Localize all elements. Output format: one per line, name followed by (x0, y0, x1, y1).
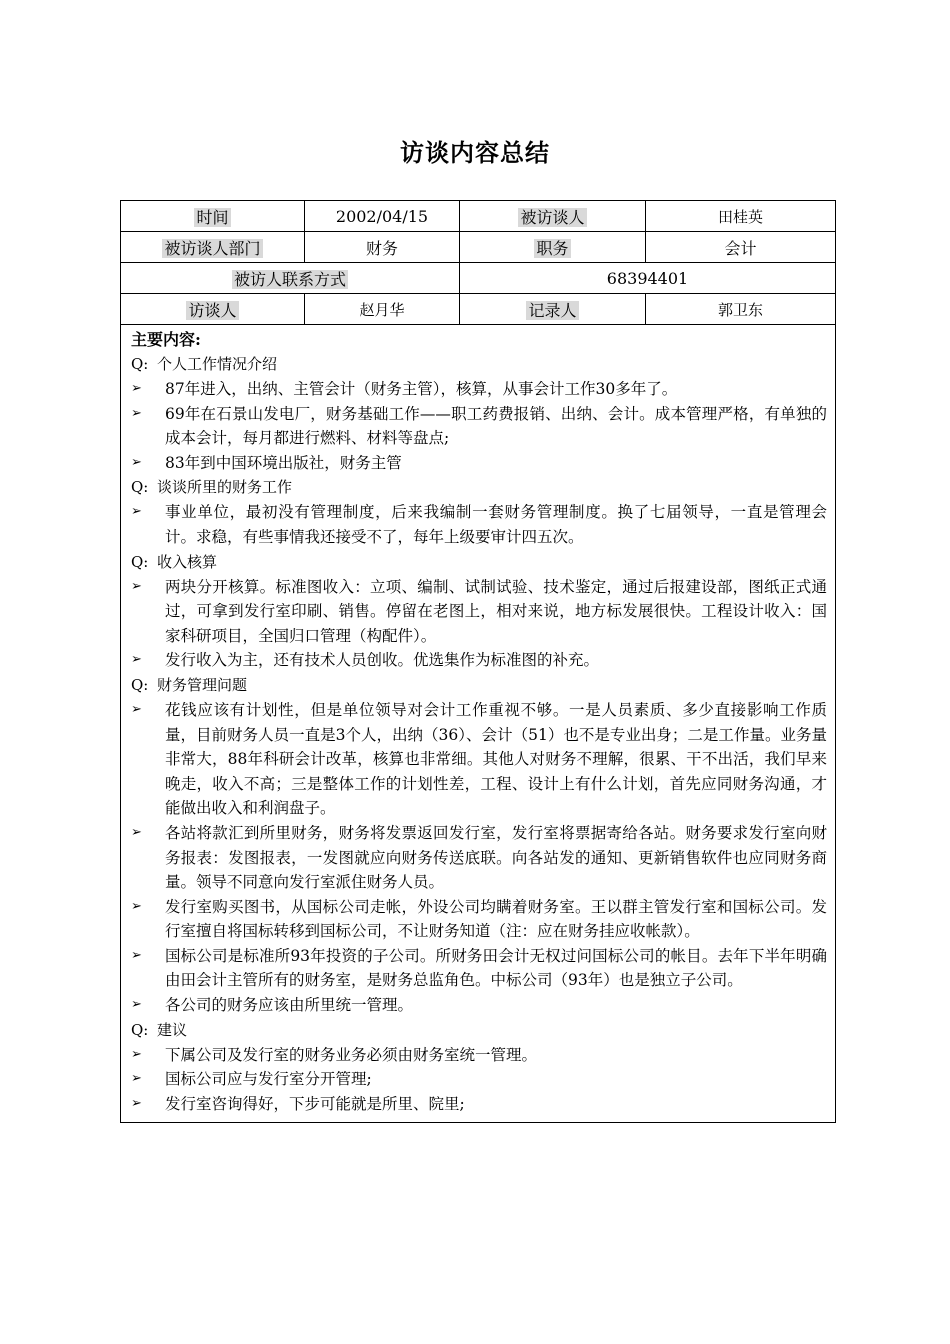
position-value: 会计 (646, 232, 836, 263)
bullet-text: 国标公司是标准所93年投资的子公司。所财务田会计无权过问国标公司的帐目。去年下半年明确由田会计主管所有的财务室，是财务总监角色。中标公司（93年）也是独立子公司。 (165, 946, 827, 990)
question-marker: Q: (131, 478, 149, 497)
bullet-item (131, 1092, 827, 1117)
question-line (131, 352, 827, 377)
bullet-item (131, 944, 827, 993)
arrow-bullet-icon: ➢ (131, 898, 142, 914)
question-line (131, 1018, 827, 1043)
question-text: 谈谈所里的财务工作 (157, 478, 293, 497)
contact-label: 被访人联系方式 (233, 269, 346, 289)
main-content-cell (121, 325, 836, 1123)
position-label: 职务 (536, 238, 569, 258)
contact-label-cell (121, 263, 460, 294)
bullet-text: 83年到中国环境出版社，财务主管 (165, 453, 402, 472)
bullet-item (131, 402, 827, 451)
bullet-text: 各公司的财务应该由所里统一管理。 (165, 996, 414, 1015)
table-row (121, 263, 836, 294)
bullet-text: 事业单位，最初没有管理制度，后来我编制一套财务管理制度。换了七届领导，一直是管理会计。求稳，有些事情我还接受不了，每年上级要审计四五次。 (165, 503, 827, 546)
arrow-bullet-icon: ➢ (131, 454, 142, 470)
bullet-text: 发行室购买图书，从国标公司走帐，外设公司均瞒着财务室。王以群主管发行室和国标公司。发行室擅自将国标转移到国标公司，不让财务知道（注：应在财务挂应收帐款）。 (165, 897, 827, 941)
bullet-item (131, 1043, 827, 1068)
bullet-item (131, 500, 827, 549)
bullet-text: 发行室咨询得好，下步可能就是所里、院里; (165, 1094, 465, 1113)
question-text: 收入核算 (157, 552, 218, 571)
interviewer-value: 赵月华 (305, 294, 460, 325)
interviewee-label-cell (460, 201, 646, 232)
bullet-text: 国标公司应与发行室分开管理; (165, 1070, 372, 1089)
bullet-item (131, 821, 827, 895)
dept-label: 被访谈人部门 (164, 238, 261, 258)
bullet-item (131, 698, 827, 821)
bullet-item (131, 575, 827, 649)
bullet-text: 各站将款汇到所里财务，财务将发票返回发行室，发行室将票据寄给各站。财务要求发行室向财务报表：发图报表，一发图就应向财务传送底联。向各站发的通知、更新销售软件也应同财务商量。领导不同意向发行室派住财务人员。 (165, 823, 827, 892)
contact-value: 68394401 (460, 263, 836, 294)
page-title: 访谈内容总结 (400, 139, 550, 167)
question-marker: Q: (131, 552, 149, 571)
interviewer-label: 访谈人 (188, 300, 237, 320)
question-text: 个人工作情况介绍 (157, 355, 278, 373)
dept-label-cell (121, 232, 305, 263)
arrow-bullet-icon: ➢ (131, 997, 142, 1013)
interviewer-label-cell (121, 294, 305, 325)
arrow-bullet-icon: ➢ (131, 578, 142, 594)
arrow-bullet-icon: ➢ (131, 947, 142, 963)
arrow-bullet-icon: ➢ (131, 405, 142, 421)
position-label-cell (460, 232, 646, 263)
bullet-item (131, 1067, 827, 1092)
question-marker: Q: (131, 355, 149, 373)
main-content-heading: 主要内容: (131, 330, 201, 349)
interviewee-label: 被访谈人 (520, 207, 585, 227)
recorder-label-cell (460, 294, 646, 325)
arrow-bullet-icon: ➢ (131, 1095, 142, 1111)
question-line (131, 550, 827, 575)
arrow-bullet-icon: ➢ (131, 504, 142, 520)
bullet-text: 87年进入，出纳、主管会计（财务主管），核算，从事会计工作30多年了。 (165, 380, 678, 398)
question-marker: Q: (131, 675, 149, 694)
table-row (121, 232, 836, 263)
bullet-text: 下属公司及发行室的财务业务必须由财务室统一管理。 (165, 1045, 538, 1064)
question-text: 财务管理问题 (157, 675, 248, 694)
interviewee-value: 田桂英 (646, 201, 836, 232)
arrow-bullet-icon: ➢ (131, 652, 142, 668)
interview-table (120, 200, 836, 1123)
table-row (121, 201, 836, 232)
bullet-item (131, 895, 827, 944)
bullet-item (131, 993, 827, 1018)
table-row (121, 294, 836, 325)
arrow-bullet-icon: ➢ (131, 701, 142, 717)
bullet-text: 69年在石景山发电厂，财务基础工作——职工药费报销、出纳、会计。成本管理严格，有单独的成本会计，每月都进行燃料、材料等盘点; (165, 404, 827, 448)
time-label: 时间 (196, 207, 229, 227)
question-line (131, 475, 827, 500)
bullet-text: 两块分开核算。标准图收入：立项、编制、试制试验、技术鉴定，通过后报建设部，图纸正式通过，可拿到发行室印刷、销售。停留在老图上，相对来说，地方标发展很快。工程设计收入：国家科研项目，全国归口管理（构配件）。 (165, 577, 827, 645)
dept-value: 财务 (305, 232, 460, 263)
table-row (121, 325, 836, 1123)
bullet-item (131, 377, 827, 402)
question-marker: Q: (131, 1020, 149, 1039)
recorder-label: 记录人 (528, 300, 577, 320)
arrow-bullet-icon: ➢ (131, 1046, 142, 1062)
question-text: 建议 (157, 1020, 188, 1039)
arrow-bullet-icon: ➢ (131, 1071, 142, 1087)
recorder-value: 郭卫东 (646, 294, 836, 325)
arrow-bullet-icon: ➢ (131, 381, 142, 396)
bullet-item (131, 648, 827, 673)
time-value: 2002/04/15 (305, 201, 460, 232)
bullet-text: 发行收入为主，还有技术人员创收。优选集作为标准图的补充。 (165, 651, 600, 670)
bullet-item (131, 451, 827, 476)
arrow-bullet-icon: ➢ (131, 824, 142, 840)
question-line (131, 673, 827, 698)
main-content-body (131, 352, 827, 1116)
time-label-cell (121, 201, 305, 232)
bullet-text: 花钱应该有计划性，但是单位领导对会计工作重视不够。一是人员素质、多少直接影响工作质量，目前财务人员一直是3个人，出纳（36）、会计（51）也不是专业出身；二是工作量。业务量非常大，88年科研会计改革，核算也非常细。其他人对财务不理解，很累、干不出活，我们早来晚走，收入不高；三是整体工作的计划性差，工程、设计上有什么计划，首先应同财务沟通，才能做出收入和利润盘子。 (165, 700, 827, 818)
